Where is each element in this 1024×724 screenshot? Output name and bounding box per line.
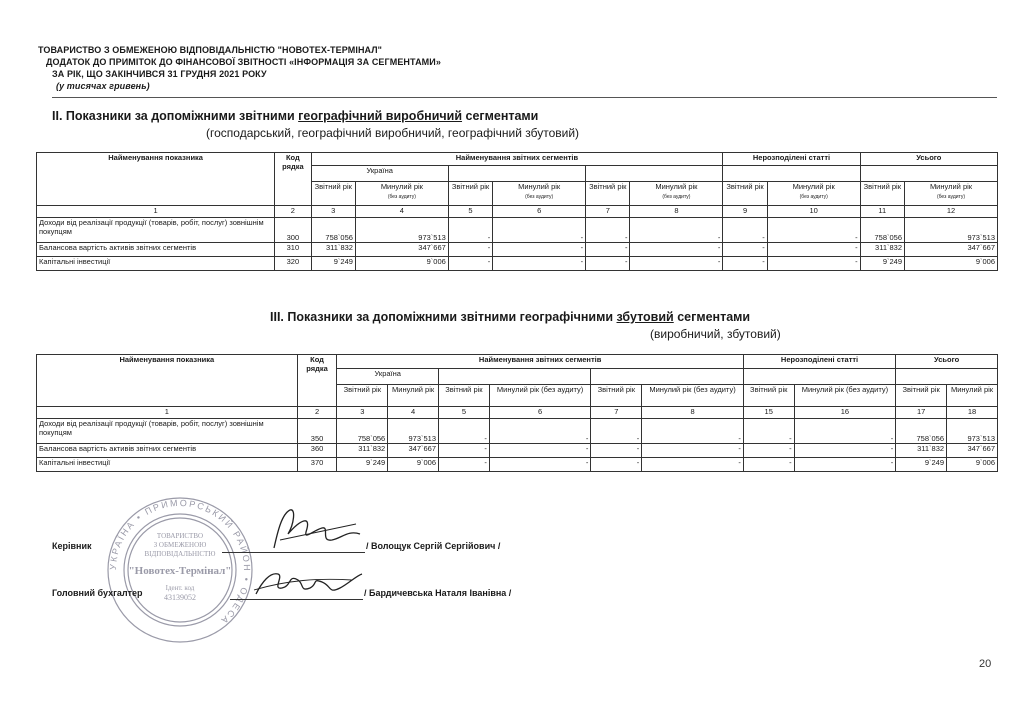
accountant-signature — [248, 560, 368, 606]
director-name: / Волощук Сергій Сергійович / — [366, 541, 501, 551]
column-numbers-row: 1 2 3 4 5 6 7 8 15 16 17 18 — [37, 407, 998, 419]
sub-header: Звітний рік — [591, 385, 642, 407]
sub-header: Минулий рік — [388, 385, 439, 407]
stamp-text: Ідент. код — [165, 584, 195, 592]
sub-header: Звітний рік — [337, 385, 388, 407]
section3-title: III. Показники за допоміжними звітними географічними збутовий сегментами — [270, 310, 751, 324]
header-total: Усього — [896, 355, 998, 369]
sub-header: Минулий рік — [947, 385, 998, 407]
sub-header: Минулий рік (без аудиту) — [905, 182, 998, 206]
header-unallocated: Нерозподілені статті — [723, 153, 860, 166]
page-number: 20 — [979, 658, 992, 670]
segment-ukraine: Україна — [337, 369, 439, 385]
sub-header: Звітний рік — [723, 182, 767, 206]
section3-table — [36, 354, 998, 472]
sub-header: Звітний рік — [896, 385, 947, 407]
header-code: Код рядка — [297, 355, 337, 407]
sub-header: Минулий рік (без аудиту) — [642, 385, 744, 407]
company-title: ТОВАРИСТВО З ОБМЕЖЕНОЮ ВІДПОВІДАЛЬНІСТЮ "НОВОТЕХ-ТЕРМІНАЛ" — [38, 45, 383, 55]
section2-subtitle: (господарський, географічний виробничий, географічний збутовий) — [206, 126, 580, 140]
section2-title: II. Показники за допоміжними звітними географічний виробничий сегментами — [52, 109, 539, 123]
column-numbers-row: 1 2 3 4 5 6 7 8 9 10 11 12 — [37, 206, 998, 218]
section3-subtitle: (виробничий, збутовий) — [650, 327, 781, 341]
stamp-code: 43139052 — [164, 593, 196, 602]
accountant-label: Головний бухгалтер — [52, 588, 143, 598]
svg-text:УКРАЇНА • ПРИМОРСЬКИЙ РАЙОН • — [108, 498, 252, 627]
sub-header: Минулий рік (без аудиту) — [794, 385, 896, 407]
appendix-title: ДОДАТОК ДО ПРИМІТОК ДО ФІНАНСОВОЇ ЗВІТНОСТІ «ІНФОРМАЦІЯ ЗА СЕГМЕНТАМИ» — [46, 57, 441, 67]
table-row: Доходи від реалізації продукції (товарів, робіт, послуг) зовнішнім покупцям 350 758`056 973`513 - - - - - - 758`056 973`513 — [37, 419, 998, 444]
sub-header: Звітний рік — [743, 385, 794, 407]
director-signature — [260, 500, 370, 560]
segment-ukraine: Україна — [311, 166, 448, 182]
table-row: Капітальні інвестиції 370 9`249 9`006 - - - - - - 9`249 9`006 — [37, 458, 998, 472]
section2-table — [36, 152, 998, 271]
stamp-outer-text: УКРАЇНА • ПРИМОРСЬКИЙ РАЙОН • ОДЕСА — [107, 497, 253, 627]
table-row: Доходи від реалізації продукції (товарів, робіт, послуг) зовнішнім покупцям 300 758`056 973`513 - - - - - - 758`056 973`513 — [37, 218, 998, 243]
header-segments: Найменування звітних сегментів — [311, 153, 723, 166]
header-indicator: Найменування показника — [37, 355, 298, 407]
sub-header: Минулий рік (без аудиту) — [355, 182, 448, 206]
sub-header: Звітний рік — [311, 182, 355, 206]
sub-header: Минулий рік (без аудиту) — [489, 385, 591, 407]
stamp-name: "Новотех-Термінал" — [128, 565, 232, 577]
sub-header: Звітний рік — [586, 182, 630, 206]
units-note: (у тисячах гривень) — [56, 81, 150, 91]
header-segments: Найменування звітних сегментів — [337, 355, 743, 369]
sub-header: Минулий рік (без аудиту) — [767, 182, 860, 206]
header-unallocated: Нерозподілені статті — [743, 355, 895, 369]
table-row: Балансова вартість активів звітних сегментів 360 311`832 347`667 - - - - - - 311`832 347`667 — [37, 444, 998, 458]
company-stamp — [104, 494, 256, 646]
sub-header: Звітний рік — [860, 182, 904, 206]
period-title: ЗА РІК, ЩО ЗАКІНЧИВСЯ 31 ГРУДНЯ 2021 РОКУ — [52, 69, 267, 79]
table-row: Капітальні інвестиції 320 9`249 9`006 - - - - - - 9`249 9`006 — [37, 257, 998, 271]
table-row: Балансова вартість активів звітних сегментів 310 311`832 347`667 - - - - - - 311`832 347`667 — [37, 243, 998, 257]
header-total: Усього — [860, 153, 997, 166]
document-header — [38, 44, 441, 92]
accountant-name: / Бардичевська Наталя Іванівна / — [364, 588, 512, 598]
stamp-text: ВІДПОВІДАЛЬНІСТЮ — [144, 550, 216, 558]
header-code: Код рядка — [275, 153, 311, 206]
stamp-text: З ОБМЕЖЕНОЮ — [153, 541, 207, 549]
director-label: Керівник — [52, 541, 92, 551]
sub-header: Минулий рік (без аудиту) — [630, 182, 723, 206]
stamp-text: ТОВАРИСТВО — [156, 532, 204, 540]
sub-header: Звітний рік — [439, 385, 490, 407]
header-divider — [52, 97, 997, 98]
sub-header: Звітний рік — [448, 182, 492, 206]
header-indicator: Найменування показника — [37, 153, 275, 206]
sub-header: Минулий рік (без аудиту) — [493, 182, 586, 206]
